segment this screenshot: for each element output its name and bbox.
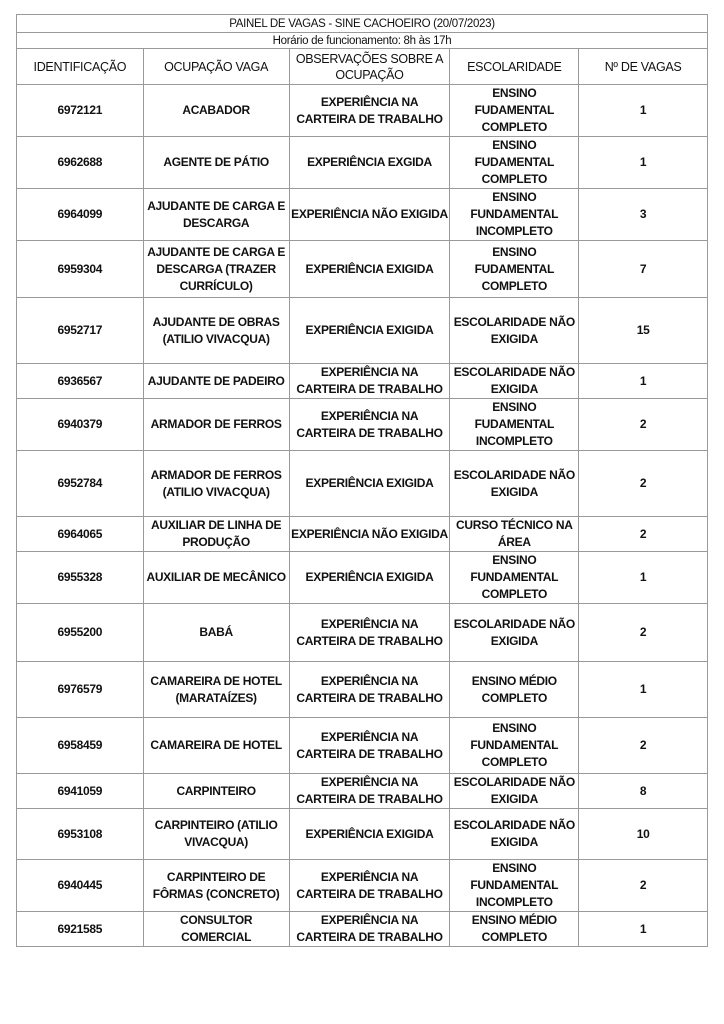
vacancies-count-cell: 1 xyxy=(579,85,708,137)
occupation-cell: CAMAREIRA DE HOTEL xyxy=(143,718,289,774)
job-id-cell: 6962688 xyxy=(17,137,144,189)
education-cell: ESCOLARIDADE NÃO EXIGIDA xyxy=(450,774,579,809)
job-id-cell: 6964065 xyxy=(17,517,144,552)
table-row xyxy=(17,137,708,189)
job-id-cell: 6953108 xyxy=(17,809,144,860)
education-cell: ENSINO MÉDIO COMPLETO xyxy=(450,662,579,718)
education-cell: ESCOLARIDADE NÃO EXIGIDA xyxy=(450,298,579,364)
occupation-cell: CARPINTEIRO DE FÔRMAS (CONCRETO) xyxy=(143,860,289,912)
occupation-cell: AJUDANTE DE PADEIRO xyxy=(143,364,289,399)
job-id-cell: 6952784 xyxy=(17,451,144,517)
job-id-cell: 6952717 xyxy=(17,298,144,364)
column-header-id: IDENTIFICAÇÃO xyxy=(17,49,144,85)
observation-cell: EXPERIÊNCIA EXIGIDA xyxy=(289,552,450,604)
observation-cell: EXPERIÊNCIA NÃO EXIGIDA xyxy=(289,517,450,552)
document-title: PAINEL DE VAGAS - SINE CACHOEIRO (20/07/2023) xyxy=(17,15,708,33)
observation-cell: EXPERIÊNCIA NA CARTEIRA DE TRABALHO xyxy=(289,774,450,809)
vacancies-count-cell: 1 xyxy=(579,137,708,189)
table-row xyxy=(17,774,708,809)
vacancies-count-cell: 10 xyxy=(579,809,708,860)
education-cell: ENSINO FUDAMENTAL COMPLETO xyxy=(450,241,579,298)
occupation-cell: BABÁ xyxy=(143,604,289,662)
column-header-vacancies: Nº DE VAGAS xyxy=(579,49,708,85)
observation-cell: EXPERIÊNCIA NA CARTEIRA DE TRABALHO xyxy=(289,604,450,662)
observation-cell: EXPERIÊNCIA NA CARTEIRA DE TRABALHO xyxy=(289,85,450,137)
job-vacancies-table xyxy=(16,14,708,947)
table-body xyxy=(17,85,708,947)
job-id-cell: 6958459 xyxy=(17,718,144,774)
occupation-cell: CARPINTEIRO xyxy=(143,774,289,809)
vacancies-count-cell: 1 xyxy=(579,552,708,604)
vacancies-count-cell: 15 xyxy=(579,298,708,364)
vacancies-count-cell: 2 xyxy=(579,399,708,451)
education-cell: ENSINO FUDAMENTAL INCOMPLETO xyxy=(450,399,579,451)
vacancies-count-cell: 2 xyxy=(579,517,708,552)
education-cell: ENSINO FUDAMENTAL COMPLETO xyxy=(450,85,579,137)
table-row xyxy=(17,451,708,517)
vacancies-count-cell: 1 xyxy=(579,662,708,718)
education-cell: ESCOLARIDADE NÃO EXIGIDA xyxy=(450,451,579,517)
job-id-cell: 6940379 xyxy=(17,399,144,451)
table-row xyxy=(17,662,708,718)
occupation-cell: AJUDANTE DE OBRAS (ATILIO VIVACQUA) xyxy=(143,298,289,364)
vacancies-count-cell: 2 xyxy=(579,860,708,912)
education-cell: ENSINO FUNDAMENTAL INCOMPLETO xyxy=(450,189,579,241)
education-cell: ENSINO FUNDAMENTAL COMPLETO xyxy=(450,718,579,774)
column-header-observation: OBSERVAÇÕES SOBRE A OCUPAÇÃO xyxy=(289,49,450,85)
occupation-cell: AUXILIAR DE MECÂNICO xyxy=(143,552,289,604)
opening-hours: Horário de funcionamento: 8h às 17h xyxy=(17,33,708,49)
observation-cell: EXPERIÊNCIA NA CARTEIRA DE TRABALHO xyxy=(289,860,450,912)
education-cell: ENSINO FUNDAMENTAL INCOMPLETO xyxy=(450,860,579,912)
job-id-cell: 6959304 xyxy=(17,241,144,298)
occupation-cell: ACABADOR xyxy=(143,85,289,137)
vacancies-count-cell: 3 xyxy=(579,189,708,241)
observation-cell: EXPERIÊNCIA NA CARTEIRA DE TRABALHO xyxy=(289,364,450,399)
vacancies-count-cell: 1 xyxy=(579,364,708,399)
occupation-cell: AJUDANTE DE CARGA E DESCARGA xyxy=(143,189,289,241)
table-row xyxy=(17,860,708,912)
vacancies-count-cell: 2 xyxy=(579,451,708,517)
observation-cell: EXPERIÊNCIA EXGIDA xyxy=(289,137,450,189)
job-id-cell: 6955328 xyxy=(17,552,144,604)
table-row xyxy=(17,399,708,451)
education-cell: ESCOLARIDADE NÃO EXIGIDA xyxy=(450,364,579,399)
occupation-cell: AGENTE DE PÁTIO xyxy=(143,137,289,189)
occupation-cell: AUXILIAR DE LINHA DE PRODUÇÃO xyxy=(143,517,289,552)
job-id-cell: 6921585 xyxy=(17,912,144,947)
education-cell: ENSINO FUNDAMENTAL COMPLETO xyxy=(450,552,579,604)
table-row xyxy=(17,364,708,399)
vacancies-count-cell: 2 xyxy=(579,718,708,774)
job-id-cell: 6941059 xyxy=(17,774,144,809)
table-row xyxy=(17,718,708,774)
observation-cell: EXPERIÊNCIA NA CARTEIRA DE TRABALHO xyxy=(289,718,450,774)
occupation-cell: CONSULTOR COMERCIAL xyxy=(143,912,289,947)
job-id-cell: 6940445 xyxy=(17,860,144,912)
vacancies-count-cell: 1 xyxy=(579,912,708,947)
observation-cell: EXPERIÊNCIA EXIGIDA xyxy=(289,809,450,860)
observation-cell: EXPERIÊNCIA NÃO EXIGIDA xyxy=(289,189,450,241)
observation-cell: EXPERIÊNCIA EXIGIDA xyxy=(289,298,450,364)
education-cell: ESCOLARIDADE NÃO EXIGIDA xyxy=(450,604,579,662)
job-id-cell: 6964099 xyxy=(17,189,144,241)
vacancies-count-cell: 8 xyxy=(579,774,708,809)
vacancies-count-cell: 2 xyxy=(579,604,708,662)
observation-cell: EXPERIÊNCIA NA CARTEIRA DE TRABALHO xyxy=(289,912,450,947)
observation-cell: EXPERIÊNCIA EXIGIDA xyxy=(289,451,450,517)
table-row xyxy=(17,552,708,604)
occupation-cell: CARPINTEIRO (ATILIO VIVACQUA) xyxy=(143,809,289,860)
job-id-cell: 6972121 xyxy=(17,85,144,137)
title-row xyxy=(17,15,708,33)
job-id-cell: 6976579 xyxy=(17,662,144,718)
subtitle-row xyxy=(17,33,708,49)
occupation-cell: AJUDANTE DE CARGA E DESCARGA (TRAZER CURRÍCULO) xyxy=(143,241,289,298)
table-row xyxy=(17,298,708,364)
education-cell: ESCOLARIDADE NÃO EXIGIDA xyxy=(450,809,579,860)
occupation-cell: ARMADOR DE FERROS xyxy=(143,399,289,451)
vacancies-count-cell: 7 xyxy=(579,241,708,298)
occupation-cell: CAMAREIRA DE HOTEL (MARATAÍZES) xyxy=(143,662,289,718)
table-row xyxy=(17,517,708,552)
education-cell: CURSO TÉCNICO NA ÁREA xyxy=(450,517,579,552)
table-row xyxy=(17,912,708,947)
column-header-education: ESCOLARIDADE xyxy=(450,49,579,85)
header-row xyxy=(17,49,708,85)
table-row xyxy=(17,604,708,662)
education-cell: ENSINO FUDAMENTAL COMPLETO xyxy=(450,137,579,189)
job-id-cell: 6955200 xyxy=(17,604,144,662)
observation-cell: EXPERIÊNCIA NA CARTEIRA DE TRABALHO xyxy=(289,662,450,718)
table-row xyxy=(17,85,708,137)
table-row xyxy=(17,241,708,298)
occupation-cell: ARMADOR DE FERROS (ATILIO VIVACQUA) xyxy=(143,451,289,517)
observation-cell: EXPERIÊNCIA NA CARTEIRA DE TRABALHO xyxy=(289,399,450,451)
observation-cell: EXPERIÊNCIA EXIGIDA xyxy=(289,241,450,298)
job-id-cell: 6936567 xyxy=(17,364,144,399)
table-row xyxy=(17,189,708,241)
education-cell: ENSINO MÉDIO COMPLETO xyxy=(450,912,579,947)
column-header-occupation: OCUPAÇÃO VAGA xyxy=(143,49,289,85)
table-row xyxy=(17,809,708,860)
